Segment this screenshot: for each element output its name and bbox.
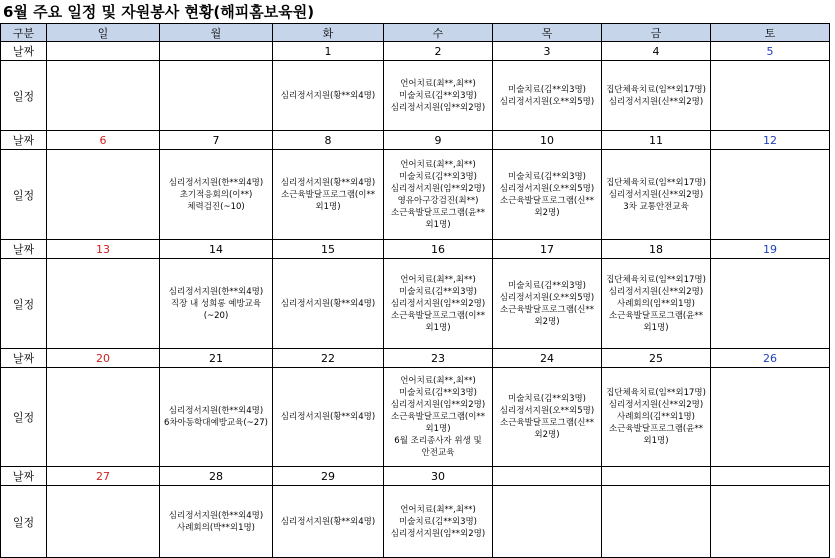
date-cell-friday: 11 [602, 131, 711, 150]
schedule-entry: 언어치료(최**,최**) [400, 504, 476, 515]
schedule-entry: 외1명) [643, 322, 669, 333]
header-category: 구분 [1, 24, 47, 42]
schedule-entry: 집단체육치료(임**외17명) [606, 388, 706, 398]
date-cell-wednesday: 9 [384, 131, 493, 150]
schedule-entry: 미술치료(김**외3명) [398, 90, 478, 101]
date-cell-friday: 18 [602, 240, 711, 259]
schedule-entry: 집단체육치료(임**외17명) [606, 274, 706, 285]
schedule-entry: 심리정서지원(임**외2명) [390, 102, 486, 113]
schedule-entry: 외1명) [315, 201, 341, 212]
schedule-entry: 소근육발달프로그램(이** [391, 412, 485, 422]
schedule-entry: 심리정서지원(오**외5명) [499, 96, 595, 107]
date-cell-thursday: 17 [493, 240, 602, 259]
schedule-entry: 언어치료(최**,최**) [400, 274, 476, 285]
schedule-cell-sunday [47, 368, 160, 467]
page-title: 6월 주요 일정 및 자원봉사 현황(해피홈보육원) [3, 3, 315, 21]
date-cell-wednesday: 30 [384, 467, 493, 486]
date-cell-thursday: 3 [493, 42, 602, 61]
row-label-schedule: 일정 [1, 61, 47, 131]
schedule-entry: 심리정서지원(오**외5명) [499, 292, 595, 303]
schedule-entry: 소근육발달프로그램(이** [281, 189, 375, 200]
schedule-entry: 심리정서지원(신**외2명) [608, 286, 704, 297]
schedule-cell-friday [602, 150, 711, 240]
date-row [1, 240, 830, 259]
schedule-entry: 심리정서지원(한**외4명) [168, 510, 264, 521]
schedule-entry: 심리정서지원(한**외4명) [168, 286, 264, 297]
schedule-entry: 심리정서지원(황**외4명) [280, 90, 376, 101]
schedule-entry: 외2명) [534, 207, 560, 218]
schedule-cell-wednesday [384, 61, 493, 131]
date-cell-sunday: 27 [47, 467, 160, 486]
header-thursday: 목 [493, 24, 602, 42]
schedule-entry: 미술치료(김**외3명) [507, 394, 587, 404]
schedule-row [1, 259, 830, 349]
schedule-entry: 안전교육 [421, 448, 455, 458]
schedule-entry: 심리정서지원(임**외2명) [390, 298, 486, 309]
schedule-entry: 미술치료(김**외3명) [507, 171, 587, 182]
schedule-cell-thursday [493, 259, 602, 349]
schedule-row [1, 61, 830, 131]
date-row [1, 42, 830, 61]
schedule-cell-thursday [493, 61, 602, 131]
schedule-entry: 심리정서지원(신**외2명) [608, 400, 704, 410]
schedule-entry: 미술치료(김**외3명) [398, 516, 478, 527]
schedule-entry: 집단체육치료(임**외17명) [606, 177, 706, 188]
schedule-entry: 집단체육치료(임**외17명) [606, 84, 706, 95]
schedule-entry: 초기적응회의(이**) [179, 189, 253, 200]
date-cell-sunday: 6 [47, 131, 160, 150]
header-row [1, 24, 830, 42]
schedule-cell-friday [602, 368, 711, 467]
schedule-row [1, 150, 830, 240]
schedule-cell-sunday [47, 61, 160, 131]
date-cell-tuesday: 1 [273, 42, 384, 61]
schedule-cell-friday [602, 486, 711, 558]
schedule-entry: 소근육발달프로그램(이** [391, 310, 485, 321]
date-cell-sunday: 13 [47, 240, 160, 259]
schedule-row [1, 486, 830, 558]
row-label-date: 날짜 [1, 240, 47, 259]
schedule-entry: 소근육발달프로그램(윤** [391, 207, 485, 218]
schedule-entry: 심리정서지원(오**외5명) [499, 406, 595, 416]
schedule-cell-wednesday [384, 259, 493, 349]
date-cell-saturday: 19 [711, 240, 830, 259]
row-label-date: 날짜 [1, 349, 47, 368]
date-cell-tuesday: 29 [273, 467, 384, 486]
schedule-entry: (~20) [203, 310, 229, 321]
schedule-cell-saturday [711, 486, 830, 558]
schedule-cell-saturday [711, 368, 830, 467]
schedule-entry: 심리정서지원(황**외4명) [280, 412, 376, 422]
schedule-entry: 외1명) [425, 322, 451, 333]
schedule-entry: 심리정서지원(한**외4명) [168, 406, 264, 416]
schedule-entry: 직장 내 성희롱 예방교육 [170, 298, 262, 309]
schedule-entry: 언어치료(최**,최**) [400, 159, 476, 170]
header-sunday: 일 [47, 24, 160, 42]
date-cell-saturday: 26 [711, 349, 830, 368]
row-label-schedule: 일정 [1, 150, 47, 240]
date-cell-wednesday: 16 [384, 240, 493, 259]
schedule-entry: 사례회의(김**외1명) [616, 412, 696, 422]
schedule-entry: 체력검진(~10) [187, 201, 245, 212]
schedule-entry: 소근육발달프로그램(윤** [609, 424, 703, 434]
schedule-cell-thursday [493, 368, 602, 467]
schedule-cell-wednesday [384, 486, 493, 558]
schedule-cell-friday [602, 61, 711, 131]
schedule-entry: 심리정서지원(임**외2명) [390, 528, 486, 539]
date-cell-monday: 14 [160, 240, 273, 259]
schedule-entry: 미술치료(김**외3명) [398, 286, 478, 297]
schedule-cell-tuesday [273, 486, 384, 558]
date-cell-monday [160, 42, 273, 61]
schedule-cell-sunday [47, 150, 160, 240]
schedule-entry: 심리정서지원(임**외2명) [390, 183, 486, 194]
schedule-cell-tuesday [273, 61, 384, 131]
schedule-cell-monday [160, 61, 273, 131]
schedule-calendar-table [0, 23, 830, 558]
schedule-row [1, 368, 830, 467]
schedule-entry: 심리정서지원(오**외5명) [499, 183, 595, 194]
schedule-cell-monday [160, 259, 273, 349]
schedule-entry: 사례회의(박**외1명) [176, 522, 256, 533]
schedule-entry: 6차아동학대예방교육(~27) [164, 418, 268, 428]
schedule-cell-wednesday [384, 368, 493, 467]
schedule-cell-tuesday [273, 259, 384, 349]
row-label-schedule: 일정 [1, 259, 47, 349]
schedule-cell-saturday [711, 259, 830, 349]
date-cell-monday: 21 [160, 349, 273, 368]
header-friday: 금 [602, 24, 711, 42]
date-cell-friday: 4 [602, 42, 711, 61]
schedule-entry: 미술치료(김**외3명) [398, 388, 478, 398]
header-tuesday: 화 [273, 24, 384, 42]
schedule-entry: 외1명) [425, 424, 451, 434]
row-label-date: 날짜 [1, 42, 47, 61]
schedule-entry: 소근육발달프로그램(신** [500, 304, 594, 315]
schedule-cell-friday [602, 259, 711, 349]
date-row [1, 131, 830, 150]
schedule-entry: 사례회의(임**외1명) [616, 298, 696, 309]
header-monday: 월 [160, 24, 273, 42]
schedule-entry: 소근육발달프로그램(신** [500, 418, 594, 428]
schedule-entry: 외2명) [534, 430, 560, 440]
schedule-entry: 미술치료(김**외3명) [507, 280, 587, 291]
schedule-cell-thursday [493, 486, 602, 558]
schedule-entry: 미술치료(김**외3명) [398, 171, 478, 182]
schedule-entry: 외1명) [643, 436, 669, 446]
row-label-date: 날짜 [1, 131, 47, 150]
schedule-cell-monday [160, 150, 273, 240]
schedule-entry: 심리정서지원(한**외4명) [168, 177, 264, 188]
date-cell-sunday: 20 [47, 349, 160, 368]
schedule-cell-saturday [711, 61, 830, 131]
schedule-entry: 언어치료(최**,최**) [400, 78, 476, 89]
date-cell-monday: 28 [160, 467, 273, 486]
schedule-entry: 영유아구강검진(최**) [397, 195, 479, 206]
row-label-schedule: 일정 [1, 486, 47, 558]
date-cell-wednesday: 2 [384, 42, 493, 61]
schedule-cell-sunday [47, 486, 160, 558]
date-cell-thursday [493, 467, 602, 486]
date-cell-saturday: 5 [711, 42, 830, 61]
schedule-entry: 언어치료(최**,최**) [400, 376, 476, 386]
date-cell-friday [602, 467, 711, 486]
schedule-entry: 6월 조리종사자 위생 및 [394, 436, 482, 446]
schedule-entry: 심리정서지원(황**외4명) [280, 177, 376, 188]
schedule-entry: 외2명) [534, 316, 560, 327]
schedule-entry: 소근육발달프로그램(윤** [609, 310, 703, 321]
schedule-cell-monday [160, 368, 273, 467]
schedule-cell-wednesday [384, 150, 493, 240]
date-cell-sunday [47, 42, 160, 61]
row-label-date: 날짜 [1, 467, 47, 486]
date-cell-thursday: 10 [493, 131, 602, 150]
header-wednesday: 수 [384, 24, 493, 42]
schedule-cell-monday [160, 486, 273, 558]
row-label-schedule: 일정 [1, 368, 47, 467]
schedule-entry: 외1명) [425, 219, 451, 230]
schedule-cell-saturday [711, 150, 830, 240]
schedule-entry: 미술치료(김**외3명) [507, 84, 587, 95]
schedule-entry: 심리정서지원(황**외4명) [280, 298, 376, 309]
header-saturday: 토 [711, 24, 830, 42]
schedule-entry: 소근육발달프로그램(신** [500, 195, 594, 206]
date-row [1, 467, 830, 486]
date-cell-tuesday: 22 [273, 349, 384, 368]
schedule-cell-sunday [47, 259, 160, 349]
date-cell-friday: 25 [602, 349, 711, 368]
schedule-cell-tuesday [273, 368, 384, 467]
date-row [1, 349, 830, 368]
schedule-entry: 심리정서지원(신**외2명) [608, 189, 704, 200]
date-cell-saturday [711, 467, 830, 486]
date-cell-tuesday: 8 [273, 131, 384, 150]
schedule-cell-tuesday [273, 150, 384, 240]
schedule-entry: 심리정서지원(신**외2명) [608, 96, 704, 107]
date-cell-tuesday: 15 [273, 240, 384, 259]
date-cell-wednesday: 23 [384, 349, 493, 368]
date-cell-thursday: 24 [493, 349, 602, 368]
date-cell-monday: 7 [160, 131, 273, 150]
schedule-entry: 심리정서지원(임**외2명) [390, 400, 486, 410]
schedule-entry: 3차 교통안전교육 [623, 201, 689, 212]
schedule-entry: 심리정서지원(황**외4명) [280, 516, 376, 527]
schedule-cell-thursday [493, 150, 602, 240]
date-cell-saturday: 12 [711, 131, 830, 150]
